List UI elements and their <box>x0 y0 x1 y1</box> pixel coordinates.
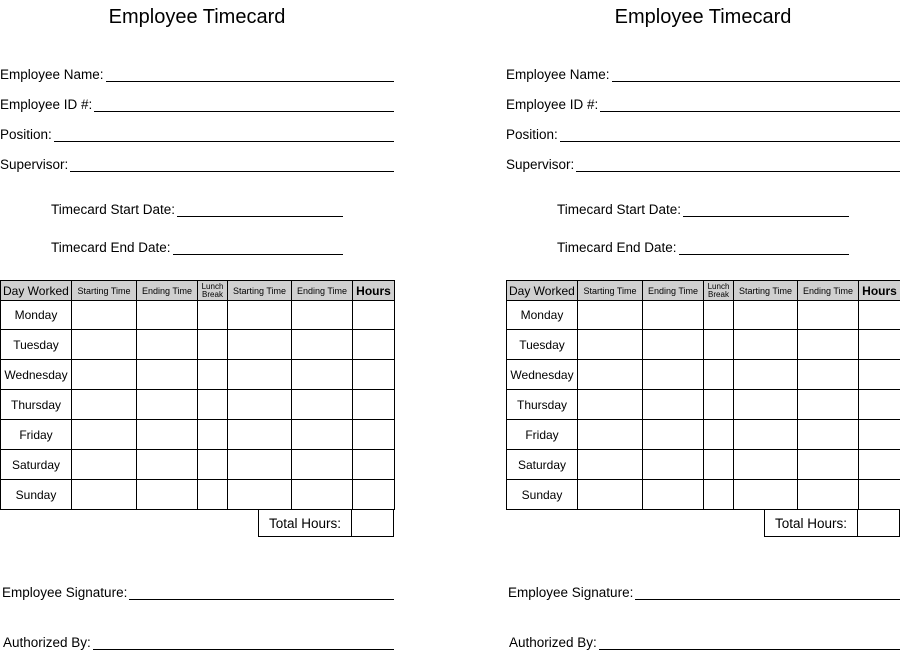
hours-cell[interactable] <box>859 330 900 360</box>
header-ending-time-2: Ending Time <box>292 281 353 301</box>
hours-cell[interactable] <box>353 480 395 510</box>
employee-id-label: Employee ID #: <box>0 97 93 112</box>
employee-id-label: Employee ID #: <box>506 97 599 112</box>
total-hours-box <box>764 509 900 537</box>
lunch-cell[interactable] <box>704 390 734 420</box>
start-time-cell[interactable] <box>72 301 137 330</box>
page-title: Employee Timecard <box>108 6 286 28</box>
hours-cell[interactable] <box>353 450 395 480</box>
start-time-2-cell[interactable] <box>734 450 798 480</box>
employee-signature-line[interactable] <box>635 587 900 600</box>
total-hours-value-cell[interactable] <box>858 510 899 536</box>
authorized-by-field <box>3 635 394 651</box>
lunch-cell[interactable] <box>198 301 228 330</box>
day-cell: Tuesday <box>1 330 72 360</box>
position-field <box>0 127 394 143</box>
timecard-table <box>506 280 900 510</box>
employee-signature-label: Employee Signature: <box>2 585 128 600</box>
day-cell: Wednesday <box>507 360 578 390</box>
timecard-right <box>506 0 900 662</box>
end-time-2-cell[interactable] <box>798 480 859 510</box>
day-cell: Sunday <box>1 480 72 510</box>
lunch-cell[interactable] <box>198 420 228 450</box>
lunch-cell[interactable] <box>704 420 734 450</box>
header-day-worked: Day Worked <box>507 281 578 301</box>
day-cell: Saturday <box>507 450 578 480</box>
day-cell: Thursday <box>507 390 578 420</box>
day-cell: Friday <box>1 420 72 450</box>
hours-cell[interactable] <box>859 360 900 390</box>
header-starting-time: Starting Time <box>578 281 643 301</box>
start-date-label: Timecard Start Date: <box>557 202 682 217</box>
position-line[interactable] <box>54 129 394 142</box>
start-time-cell[interactable] <box>72 330 137 360</box>
start-date-line[interactable] <box>177 204 343 217</box>
end-time-cell[interactable] <box>137 450 198 480</box>
table-row <box>1 360 395 390</box>
employee-signature-label: Employee Signature: <box>508 585 634 600</box>
lunch-cell[interactable] <box>198 330 228 360</box>
hours-cell[interactable] <box>859 390 900 420</box>
header-starting-time-2: Starting Time <box>734 281 798 301</box>
table-row <box>507 480 900 510</box>
lunch-cell[interactable] <box>704 301 734 330</box>
lunch-cell[interactable] <box>198 360 228 390</box>
table-row <box>507 420 900 450</box>
header-ending-time: Ending Time <box>643 281 704 301</box>
end-date-label: Timecard End Date: <box>557 240 677 255</box>
end-time-2-cell[interactable] <box>798 360 859 390</box>
end-time-cell[interactable] <box>643 480 704 510</box>
lunch-cell[interactable] <box>704 480 734 510</box>
employee-id-field <box>0 97 394 113</box>
start-time-2-cell[interactable] <box>228 360 292 390</box>
start-time-2-cell[interactable] <box>734 301 798 330</box>
start-time-2-cell[interactable] <box>734 390 798 420</box>
start-time-cell[interactable] <box>72 450 137 480</box>
end-time-2-cell[interactable] <box>798 390 859 420</box>
start-time-2-cell[interactable] <box>228 450 292 480</box>
end-date-field <box>51 240 343 256</box>
end-time-2-cell[interactable] <box>798 330 859 360</box>
end-date-line[interactable] <box>173 242 343 255</box>
end-time-cell[interactable] <box>643 301 704 330</box>
table-header-row <box>507 281 900 301</box>
hours-cell[interactable] <box>859 420 900 450</box>
position-label: Position: <box>506 127 558 142</box>
lunch-line2: Break <box>202 289 223 299</box>
day-cell: Monday <box>507 301 578 330</box>
employee-name-label: Employee Name: <box>506 67 610 82</box>
end-time-2-cell[interactable] <box>292 330 353 360</box>
lunch-cell[interactable] <box>198 450 228 480</box>
table-row <box>1 420 395 450</box>
header-lunch-break <box>198 281 228 301</box>
day-cell: Thursday <box>1 390 72 420</box>
start-time-2-cell[interactable] <box>734 360 798 390</box>
supervisor-label: Supervisor: <box>506 157 575 172</box>
authorized-by-line[interactable] <box>599 637 900 650</box>
header-starting-time: Starting Time <box>72 281 137 301</box>
end-time-2-cell[interactable] <box>292 301 353 330</box>
end-time-cell[interactable] <box>137 360 198 390</box>
table-header-row <box>1 281 395 301</box>
employee-id-field <box>506 97 900 113</box>
end-date-field <box>557 240 849 256</box>
position-field <box>506 127 900 143</box>
day-cell: Tuesday <box>507 330 578 360</box>
start-time-2-cell[interactable] <box>228 420 292 450</box>
start-time-cell[interactable] <box>578 480 643 510</box>
day-cell: Wednesday <box>1 360 72 390</box>
end-time-cell[interactable] <box>643 330 704 360</box>
employee-id-line[interactable] <box>600 99 900 112</box>
lunch-cell[interactable] <box>198 480 228 510</box>
lunch-cell[interactable] <box>704 360 734 390</box>
start-time-2-cell[interactable] <box>228 301 292 330</box>
start-time-cell[interactable] <box>72 390 137 420</box>
table-row <box>507 330 900 360</box>
lunch-line2: Break <box>708 289 729 299</box>
table-row <box>507 450 900 480</box>
start-time-cell[interactable] <box>72 360 137 390</box>
hours-cell[interactable] <box>859 450 900 480</box>
start-time-cell[interactable] <box>578 420 643 450</box>
employee-name-field <box>506 67 900 83</box>
authorized-by-label: Authorized By: <box>509 635 597 650</box>
hours-cell[interactable] <box>859 301 900 330</box>
supervisor-line[interactable] <box>70 159 394 172</box>
employee-name-line[interactable] <box>612 69 900 82</box>
header-hours: Hours <box>353 281 395 301</box>
header-starting-time-2: Starting Time <box>228 281 292 301</box>
start-time-2-cell[interactable] <box>228 480 292 510</box>
header-hours: Hours <box>859 281 900 301</box>
start-time-2-cell[interactable] <box>228 330 292 360</box>
end-time-cell[interactable] <box>137 301 198 330</box>
end-time-cell[interactable] <box>643 450 704 480</box>
day-cell: Monday <box>1 301 72 330</box>
start-time-cell[interactable] <box>72 480 137 510</box>
total-hours-box <box>258 509 394 537</box>
end-time-cell[interactable] <box>643 420 704 450</box>
employee-name-field <box>0 67 394 83</box>
start-time-2-cell[interactable] <box>734 420 798 450</box>
start-time-2-cell[interactable] <box>228 390 292 420</box>
table-row <box>507 301 900 330</box>
table-row <box>1 450 395 480</box>
end-time-cell[interactable] <box>137 420 198 450</box>
total-hours-value-cell[interactable] <box>352 510 393 536</box>
start-date-field <box>557 202 849 218</box>
start-time-cell[interactable] <box>578 450 643 480</box>
end-time-2-cell[interactable] <box>798 301 859 330</box>
hours-cell[interactable] <box>353 301 395 330</box>
start-date-line[interactable] <box>683 204 849 217</box>
lunch-line1: Lunch <box>201 281 224 291</box>
authorized-by-line[interactable] <box>93 637 394 650</box>
table-row <box>507 360 900 390</box>
supervisor-field <box>0 157 394 173</box>
hours-cell[interactable] <box>353 390 395 420</box>
position-label: Position: <box>0 127 52 142</box>
employee-signature-line[interactable] <box>129 587 394 600</box>
hours-cell[interactable] <box>353 330 395 360</box>
end-time-2-cell[interactable] <box>292 390 353 420</box>
header-ending-time-2: Ending Time <box>798 281 859 301</box>
start-time-2-cell[interactable] <box>734 330 798 360</box>
end-time-2-cell[interactable] <box>292 360 353 390</box>
end-time-cell[interactable] <box>643 390 704 420</box>
employee-name-line[interactable] <box>106 69 394 82</box>
hours-cell[interactable] <box>353 360 395 390</box>
hours-cell[interactable] <box>353 420 395 450</box>
supervisor-field <box>506 157 900 173</box>
end-date-label: Timecard End Date: <box>51 240 171 255</box>
page-title: Employee Timecard <box>614 6 792 28</box>
end-time-2-cell[interactable] <box>292 480 353 510</box>
lunch-cell[interactable] <box>704 330 734 360</box>
employee-signature-field <box>508 585 900 601</box>
lunch-line1: Lunch <box>707 281 730 291</box>
start-time-cell[interactable] <box>578 301 643 330</box>
start-time-cell[interactable] <box>72 420 137 450</box>
end-time-cell[interactable] <box>137 480 198 510</box>
start-time-cell[interactable] <box>578 360 643 390</box>
lunch-cell[interactable] <box>704 450 734 480</box>
hours-cell[interactable] <box>859 480 900 510</box>
end-time-2-cell[interactable] <box>798 420 859 450</box>
end-date-line[interactable] <box>679 242 849 255</box>
lunch-cell[interactable] <box>198 390 228 420</box>
day-cell: Sunday <box>507 480 578 510</box>
start-time-cell[interactable] <box>578 390 643 420</box>
timecard-table <box>0 280 395 510</box>
supervisor-line[interactable] <box>576 159 900 172</box>
day-cell: Saturday <box>1 450 72 480</box>
employee-id-line[interactable] <box>94 99 394 112</box>
header-lunch-break <box>704 281 734 301</box>
day-cell: Friday <box>507 420 578 450</box>
employee-signature-field <box>2 585 394 601</box>
timecard-left <box>0 0 394 662</box>
end-time-2-cell[interactable] <box>798 450 859 480</box>
table-row <box>1 480 395 510</box>
authorized-by-label: Authorized By: <box>3 635 91 650</box>
start-date-label: Timecard Start Date: <box>51 202 176 217</box>
start-time-2-cell[interactable] <box>734 480 798 510</box>
start-time-cell[interactable] <box>578 330 643 360</box>
table-row <box>1 301 395 330</box>
start-date-field <box>51 202 343 218</box>
table-row <box>1 330 395 360</box>
end-time-cell[interactable] <box>643 360 704 390</box>
position-line[interactable] <box>560 129 900 142</box>
supervisor-label: Supervisor: <box>0 157 69 172</box>
end-time-cell[interactable] <box>137 390 198 420</box>
authorized-by-field <box>509 635 900 651</box>
total-hours-label: Total Hours: <box>259 510 352 536</box>
employee-name-label: Employee Name: <box>0 67 104 82</box>
header-ending-time: Ending Time <box>137 281 198 301</box>
end-time-2-cell[interactable] <box>292 420 353 450</box>
end-time-cell[interactable] <box>137 330 198 360</box>
header-day-worked: Day Worked <box>1 281 72 301</box>
end-time-2-cell[interactable] <box>292 450 353 480</box>
total-hours-label: Total Hours: <box>765 510 858 536</box>
table-row <box>1 390 395 420</box>
table-row <box>507 390 900 420</box>
